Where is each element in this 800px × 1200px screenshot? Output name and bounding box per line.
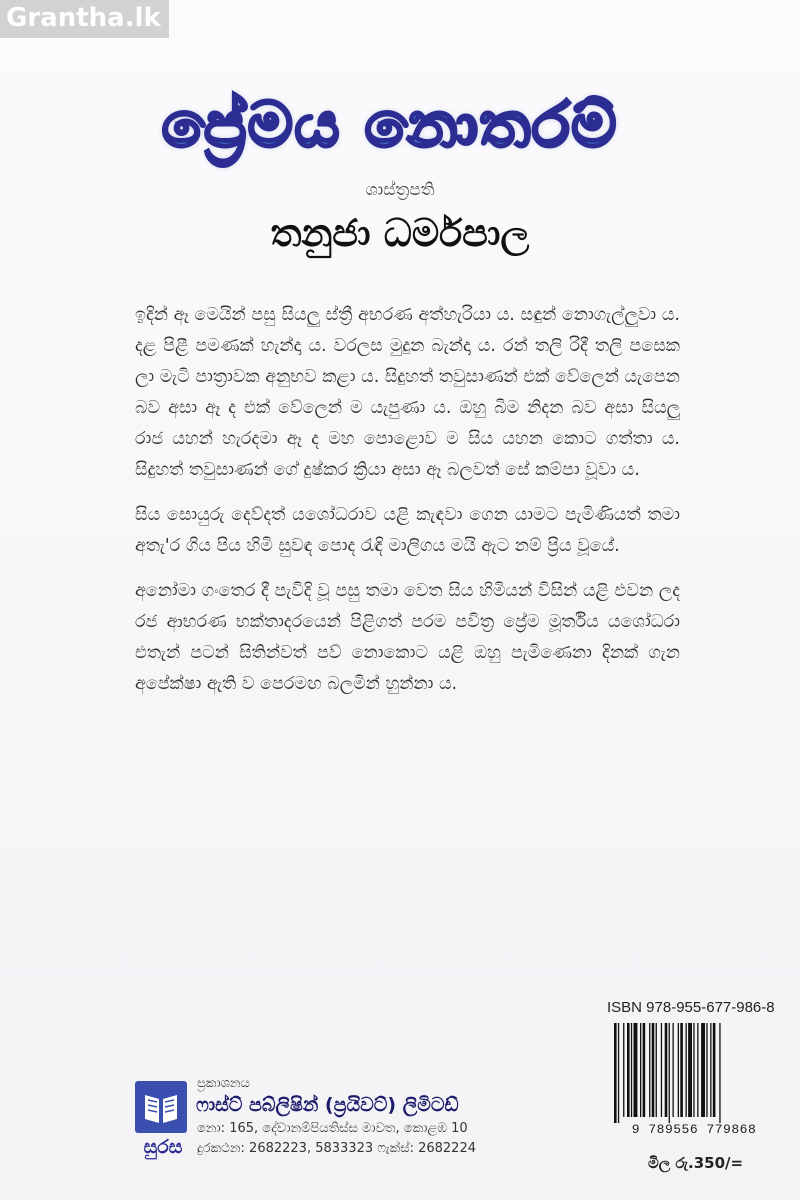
barcode-number: 9 789556 779868 [631, 1122, 757, 1137]
blurb-paragraph: සිය සොයුරු දෙව්දත් යශෝධරාව යළි කැඳවා ගෙන යාමට පැමිණියත් තමා අතැ'ර ගිය පිය හිමි සුවඳ පොද රැඳි මාලිගය මයි ඇට නම් ප්‍රිය වූයේ. [135, 505, 680, 556]
author-name: තනුජා ධර්මපාල [270, 211, 530, 255]
publisher-address: නො: 165, දේවානම්පියතිස්ස මාවත, කොළඹ 10 [197, 1121, 468, 1136]
blurb-paragraph: ඉදින් ඈ මෙයින් පසු සියලු ස්ත්‍රී අභරණ අත්හැරියා ය. සඳුන් නොගැල්ලුවා ය. දළ පිළී පමණක් හැන්දා ය. වරලස මුදුන බැන්දා ය. රන් තලි රිදී තලි පසෙක ලා මැටි පාත්‍රාවක අනුභව කළා ය. සිදුහත් තවුසාණන් එක් වේලෙන් යැපෙන බව අසා ඈ ද එක් වේලෙන් ම යැපුණා ය. ඔහු බිම නිදන බව අසා සියලු රාජ යහන් හැරදමා ඈ ද මහ පොළොව ම සිය යහන කොට ගත්තා ය. සිදුහත් තවුසාණන් ගේ දුෂ්කර ක්‍රියා අසා ඈ බලවත් සේ කම්පා වූවා ය. [135, 305, 680, 480]
blurb [135, 300, 680, 714]
isbn-label: ISBN 978-955-677-986-8 [607, 999, 775, 1016]
price: මිල රු.350/= [648, 1154, 744, 1172]
publisher-phone: දුරකථන: 2682223, 5833323 ෆැක්ස්: 2682224 [197, 1141, 476, 1156]
site-watermark: Grantha.lk [0, 0, 169, 38]
publisher-logo-text: සුරස [143, 1136, 183, 1158]
author-title-prefix: ශාස්ත්‍රපති [365, 180, 435, 200]
barcode-icon [612, 1023, 772, 1123]
publisher-book-logo-icon [135, 1081, 187, 1133]
publisher-name: ෆාස්ට් පබ්ලිෂින් (ප්‍රයිවට්) ලිමිටඩ් [196, 1094, 459, 1116]
book-title: ප්‍රේමය නොතරම් [161, 88, 619, 161]
publisher-label: ප්‍රකාශනය [197, 1076, 250, 1091]
blurb-paragraph: අනෝමා ගංතෙර දී පැවිදි වූ පසු තමා වෙත සිය හිමියන් විසින් යළි එවන ලද රජ ආභරණ භක්තාදරයෙන් පිළිගත් පරම පවිත්‍ර ප්‍රේම මූර්තිය යශෝධරා එතැන් පටන් සිතින්වත් පව් නොකොට යළි ඔහු පැමිණෙනා දිනක් ගැන අපේක්ෂා ඇති ව පෙරමඟ බලමින් හුන්නා ය. [135, 581, 680, 694]
